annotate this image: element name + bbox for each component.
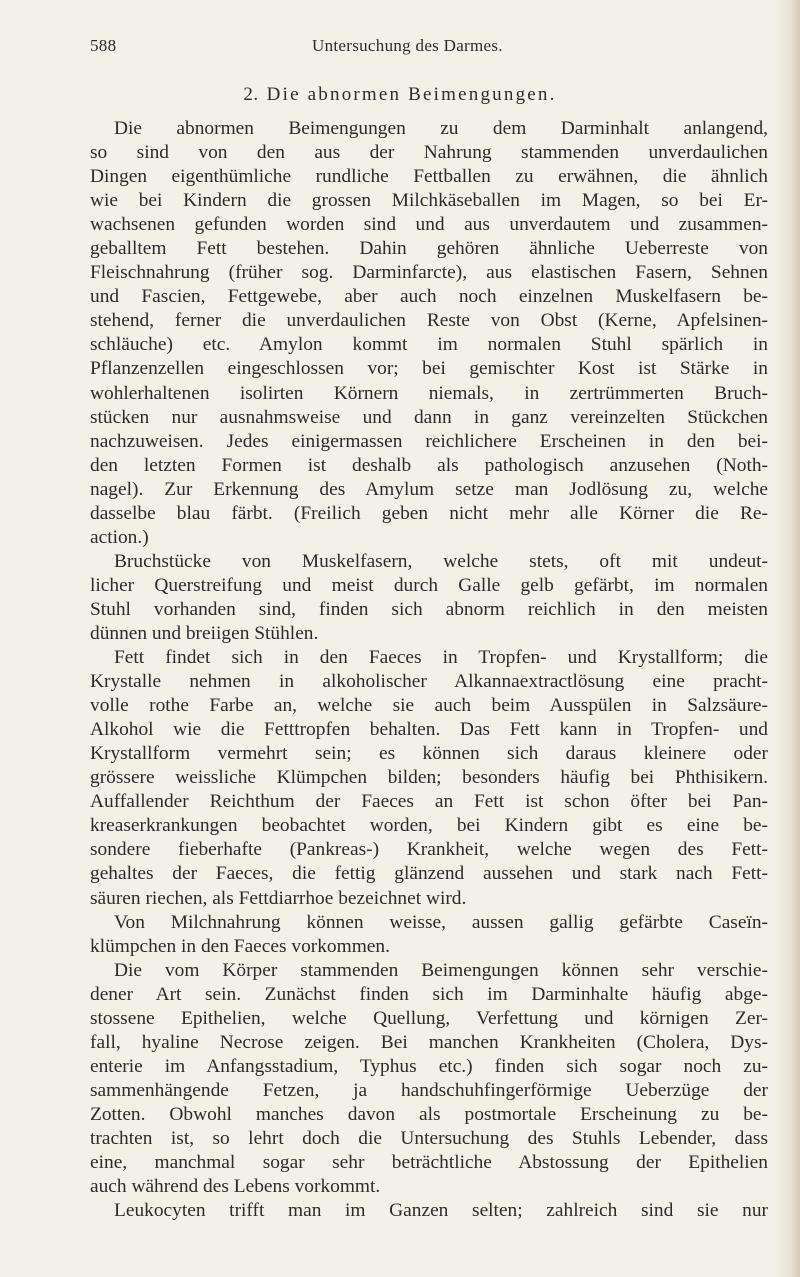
text-line: Dingen eigenthümliche rundliche Fettballen zu erwähnen, die ähnlich: [90, 166, 768, 188]
text-line: Alkohol wie die Fetttropfen behalten. Das Fett kann in Tropfen- und: [90, 719, 768, 741]
section-number: 2.: [243, 84, 259, 105]
text-line: dünnen und breiigen Stühlen.: [90, 622, 319, 644]
text-line: klümpchen in den Faeces vorkommen.: [90, 935, 390, 957]
text-line: so sind von den aus der Nahrung stammenden unverdaulichen: [90, 142, 768, 164]
text-line: Bruchstücke von Muskelfasern, welche stets, oft mit undeut-: [114, 550, 768, 572]
text-line: sondere fieberhafte (Pankreas-) Krankheit, welche wegen des Fett-: [90, 839, 768, 861]
section-title: Die abnormen Beimengungen.: [266, 84, 557, 105]
text-line: action.): [90, 526, 149, 548]
running-head: Untersuchung des Darmes.: [312, 36, 503, 55]
text-line: Auffallender Reichthum der Faeces an Fett ist schon öfter bei Pan-: [90, 791, 768, 813]
text-line: auch während des Lebens vorkommt.: [90, 1176, 381, 1198]
text-line: Krystallform vermehrt sein; es können sich daraus kleinere oder: [90, 743, 768, 765]
text-line: dasselbe blau färbt. (Freilich geben nicht mehr alle Körner die Re-: [90, 502, 768, 524]
text-line: dener Art sein. Zunächst finden sich im Darminhalte häufig abge-: [90, 983, 768, 1005]
text-line: stehend, ferner die unverdaulichen Reste von Obst (Kerne, Apfelsinen-: [90, 310, 768, 332]
body-text: [90, 117, 768, 1223]
text-line: Pflanzenzellen eingeschlossen vor; bei gemischter Kost ist Stärke in: [90, 358, 768, 380]
text-line: trachten ist, so lehrt doch die Untersuchung des Stuhls Lebender, dass: [90, 1127, 768, 1149]
text-line: schläuche) etc. Amylon kommt im normalen Stuhl spärlich in: [90, 334, 768, 356]
text-line: licher Querstreifung und meist durch Galle gelb gefärbt, im normalen: [90, 574, 768, 596]
text-line: stossene Epithelien, welche Quellung, Verfettung und körnigen Zer-: [90, 1007, 768, 1029]
page-number: 588: [90, 36, 117, 55]
text-line: nagel). Zur Erkennung des Amylum setze man Jodlösung zu, welche: [90, 478, 768, 500]
text-line: gehaltes der Faeces, die fettig glänzend aussehen und stark nach Fett-: [90, 863, 768, 885]
text-line: Von Milchnahrung können weisse, aussen gallig gefärbte Caseïn-: [114, 911, 768, 933]
text-line: volle rothe Farbe an, welche sie auch beim Ausspülen in Salzsäure-: [90, 695, 768, 717]
text-line: Stuhl vorhanden sind, finden sich abnorm reichlich in den meisten: [90, 598, 768, 620]
page-edge-shadow: [776, 0, 800, 1277]
text-line: wachsenen gefunden worden sind und aus unverdautem und zusammen-: [90, 214, 768, 236]
text-line: und Fascien, Fettgewebe, aber auch noch einzelnen Muskelfasern be-: [90, 286, 768, 308]
page-header: [90, 36, 730, 64]
text-line: kreaserkrankungen beobachtet worden, bei Kindern gibt es eine be-: [90, 815, 768, 837]
text-line: nachzuweisen. Jedes einigermassen reichlichere Erscheinen in den bei-: [90, 430, 768, 452]
text-line: Zotten. Obwohl manches davon als postmortale Erscheinung zu be-: [90, 1103, 768, 1125]
text-line: sammenhängende Fetzen, ja handschuhfingerförmige Ueberzüge der: [90, 1079, 768, 1101]
text-line: Fett findet sich in den Faeces in Tropfen- und Krystallform; die: [114, 647, 768, 669]
text-line: den letzten Formen ist deshalb als pathologisch anzusehen (Noth-: [90, 454, 768, 476]
text-line: säuren riechen, als Fettdiarrhoe bezeichnet wird.: [90, 887, 467, 909]
text-line: Fleischnahrung (früher sog. Darminfarcte), aus elastischen Fasern, Sehnen: [90, 262, 768, 284]
text-line: fall, hyaline Necrose zeigen. Bei manchen Krankheiten (Cholera, Dys-: [90, 1031, 768, 1053]
text-line: grössere weissliche Klümpchen bilden; besonders häufig bei Phthisikern.: [90, 767, 768, 789]
text-line: Krystalle nehmen in alkoholischer Alkannaextractlösung eine pracht-: [90, 671, 768, 693]
text-line: wohlerhaltenen isolirten Körnern niemals, in zertrümmerten Bruch-: [90, 382, 768, 404]
text-line: wie bei Kindern die grossen Milchkäseballen im Magen, so bei Er-: [90, 190, 768, 212]
text-line: eine, manchmal sogar sehr beträchtliche Abstossung der Epithelien: [90, 1152, 768, 1174]
text-line: Die vom Körper stammenden Beimengungen können sehr verschie-: [114, 959, 768, 981]
text-line: Leukocyten trifft man im Ganzen selten; zahlreich sind sie nur: [114, 1200, 768, 1222]
section-heading: [0, 84, 800, 106]
text-line: enterie im Anfangsstadium, Typhus etc.) finden sich sogar noch zu-: [90, 1055, 768, 1077]
text-line: stücken nur ausnahmsweise und dann in ganz vereinzelten Stückchen: [90, 406, 768, 428]
text-line: Die abnormen Beimengungen zu dem Darminhalt anlangend,: [114, 118, 768, 139]
text-line: geballtem Fett bestehen. Dahin gehören ähnliche Ueberreste von: [90, 238, 768, 260]
